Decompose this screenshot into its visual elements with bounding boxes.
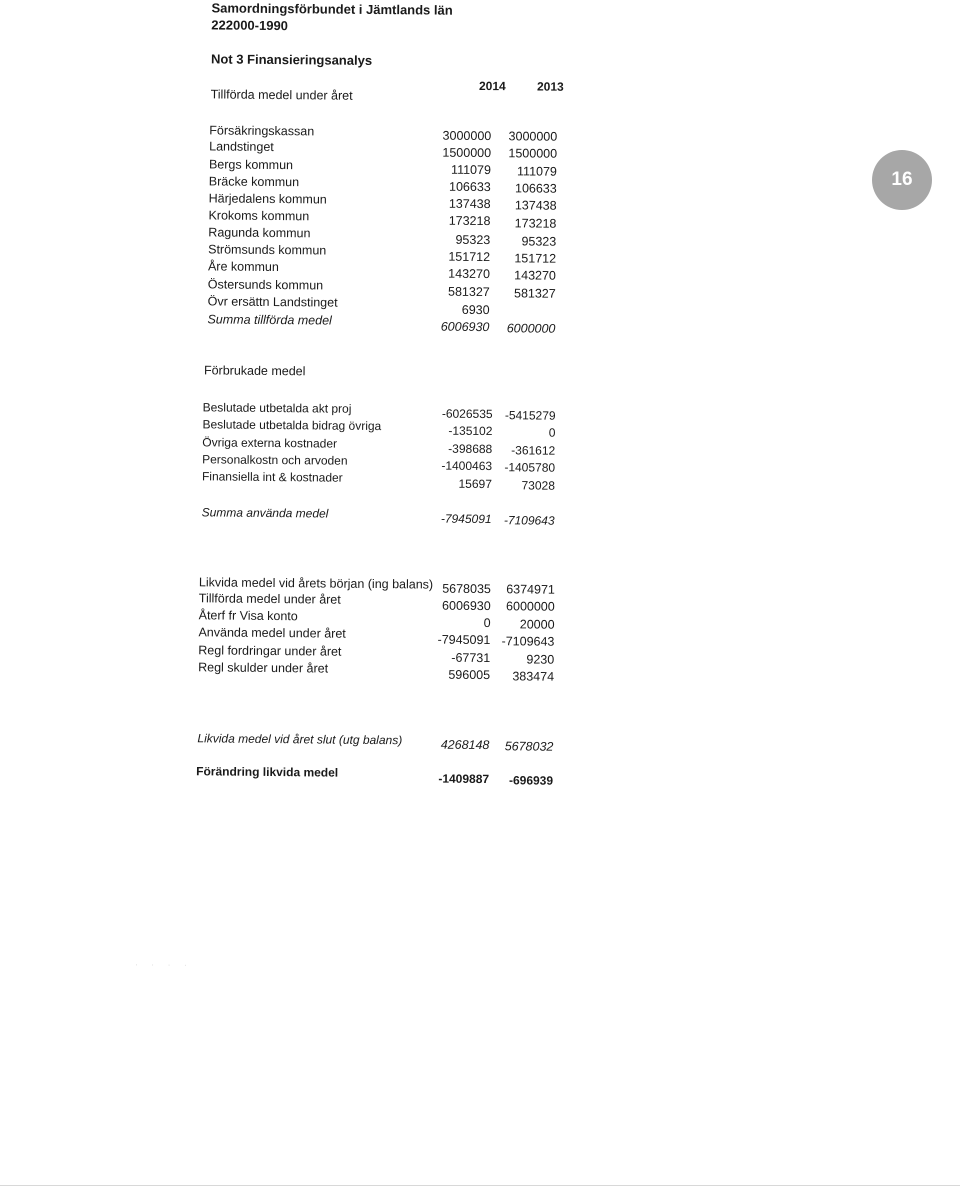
row-value-2014: 596005 [448,667,491,683]
row-value-2014: -6026535 [441,406,493,422]
row-value-2013: 6000000 [506,599,555,614]
row-label: Övr ersättn Landstinget [207,294,338,310]
row-value-2014: -7945091 [437,632,491,648]
row-value-2014: 95323 [455,232,491,248]
row-label: Tillförda medel under året [198,591,341,607]
row-value-2013: 9230 [526,652,555,667]
row-value-2014: 173218 [448,213,491,229]
row-value-2014: 3000000 [442,128,492,144]
row-label: Finansiella int & kostnader [201,469,343,485]
row-value-2014: 137438 [448,196,491,212]
row-value-2013: 20000 [519,617,555,632]
row-value-2014: 1500000 [442,145,492,161]
row-value-2013: 151712 [514,251,557,266]
row-value-2013: 581327 [513,286,556,301]
sum-value-2014: 6006930 [440,319,490,335]
row-value-2013: 173218 [514,216,557,231]
row-value-2013: 137438 [514,198,557,213]
row-value-2013: -5415279 [504,408,556,423]
row-label: Regl fordringar under året [198,643,342,659]
scan-specks: · · · · [135,961,193,970]
org-name: Samordningsförbundet i Jämtlands län [211,0,453,18]
sum-value-2014: -7945091 [440,511,492,527]
row-value-2013: 73028 [521,478,555,493]
row-value-2014: 143270 [448,266,491,282]
row-label: Landstinget [209,139,274,155]
row-label: Östersunds kommun [207,277,324,293]
row-value-2014: 581327 [447,284,490,300]
page-number: 16 [891,169,913,190]
change-label: Förändring likvida medel [196,764,339,780]
sum-value-2013: 6000000 [506,321,556,336]
row-label: Beslutade utbetalda bidrag övriga [202,417,382,434]
org-number: 222000-1990 [211,17,289,34]
row-value-2014: 106633 [448,179,491,195]
row-value-2013: 95323 [521,234,557,249]
row-value-2014: 15697 [458,476,492,492]
row-label: Använda medel under året [198,625,346,641]
row-label: Återf fr Visa konto [198,608,298,624]
row-label: Regl skulder under året [198,660,329,676]
end-balance-2013: 5678032 [504,739,554,754]
row-label: Beslutade utbetalda akt proj [202,400,352,416]
row-label: Ragunda kommun [208,225,311,241]
page-number-badge [872,150,958,210]
sum-label: Summa använda medel [201,505,329,521]
row-value-2014: 5678035 [442,581,491,597]
row-label: Personalkostn och arvoden [202,452,348,468]
row-label: Krokoms kommun [208,208,310,224]
end-balance-label: Likvida medel vid året slut (utg balans) [197,731,403,748]
change-2013: -696939 [508,773,554,788]
row-label: Försäkringskassan [209,123,315,139]
row-value-2013: 6374971 [506,582,555,597]
column-header-2013: 2013 [536,79,564,94]
column-header-2014: 2014 [478,78,506,94]
row-value-2014: 6930 [461,302,490,318]
scan-edge-line [0,1185,960,1186]
row-value-2013: -7109643 [501,634,555,649]
note-title: Not 3 Finansieringsanalys [210,51,373,68]
row-value-2013: -1405780 [504,460,556,475]
row-label: Strömsunds kommun [208,242,327,258]
change-2014: -1409887 [438,771,490,787]
row-value-2014: -135102 [448,423,493,439]
section-heading-forbrukade: Förbrukade medel [203,363,306,379]
end-balance-2014: 4268148 [440,737,490,753]
row-value-2013: 111079 [516,164,557,179]
row-label: Bräcke kommun [208,174,300,190]
row-value-2014: 151712 [448,249,491,265]
row-value-2013: 0 [548,425,556,440]
row-value-2013: 383474 [512,669,555,684]
row-value-2013 [496,303,556,304]
row-value-2014: -398688 [448,441,493,457]
row-value-2013: 143270 [514,268,556,283]
sum-label: Summa tillförda medel [207,312,332,328]
sum-value-2013: -7109643 [503,513,555,528]
row-value-2014: -1400463 [441,458,493,474]
row-label: Härjedalens kommun [208,191,327,207]
row-value-2013: 1500000 [508,146,558,161]
row-value-2014: -67731 [451,650,491,666]
row-label: Åre kommun [207,259,279,275]
row-value-2013: -361612 [511,443,556,458]
row-label: Likvida medel vid årets början (ing balans) [198,575,434,592]
row-value-2014: 111079 [451,162,492,178]
row-value-2014: 0 [483,616,491,631]
row-label: Bergs kommun [208,157,294,173]
row-value-2013: 3000000 [508,129,558,144]
row-value-2013: 106633 [514,181,557,196]
section-heading-tillforda: Tillförda medel under året [210,87,353,103]
row-label: Övriga externa kostnader [202,435,338,451]
row-value-2014: 6006930 [442,598,491,614]
